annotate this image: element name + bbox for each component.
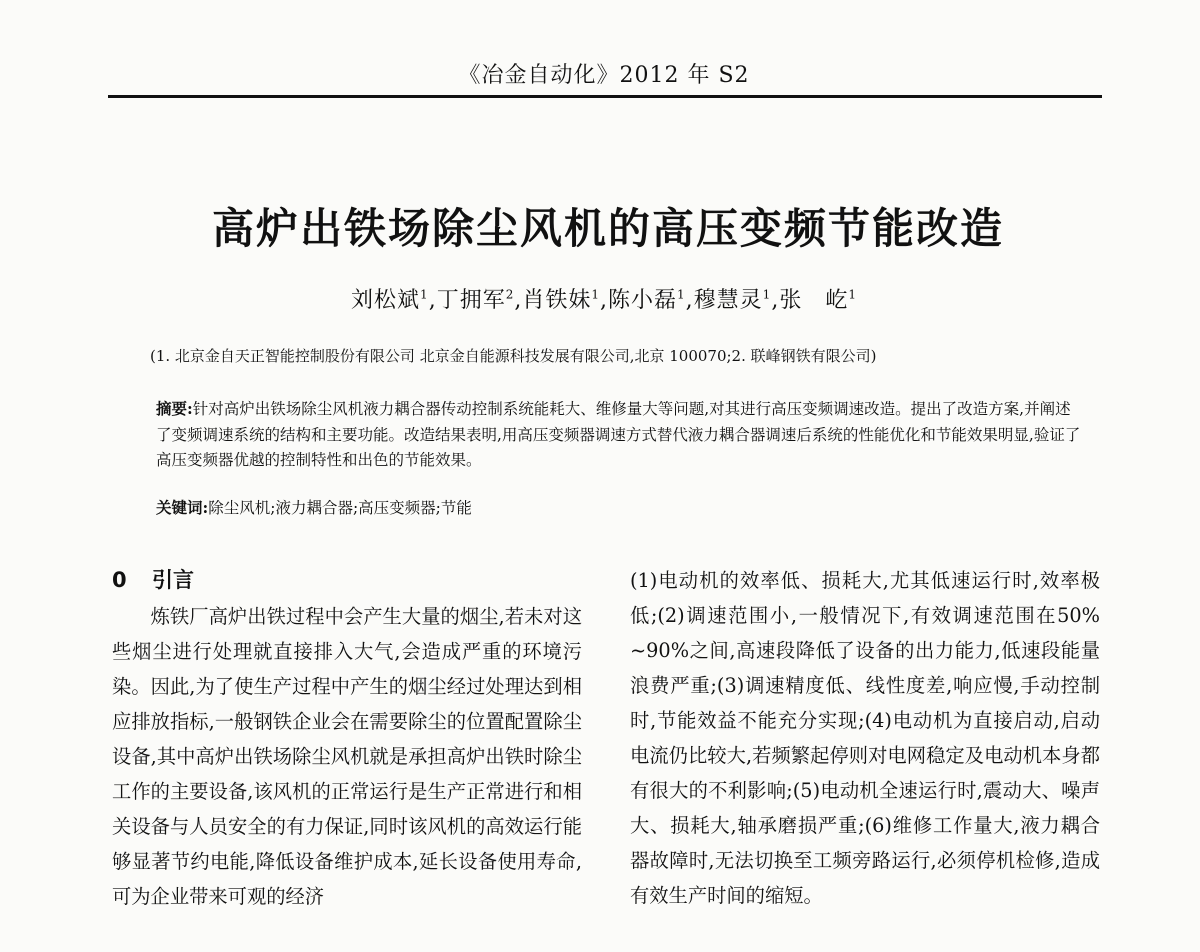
abstract xyxy=(156,396,1086,474)
author-name: 张 屹 xyxy=(779,288,849,313)
affiliation: (1. 北京金自天正智能控制股份有限公司 北京金自能源科技发展有限公司,北京 100070;2. 联峰钢铁有限公司) xyxy=(150,347,877,365)
keywords-label: 关键词: xyxy=(156,498,209,517)
paper-title: 高炉出铁场除尘风机的高压变频节能改造 xyxy=(211,204,1004,253)
author-separator: , xyxy=(514,288,523,313)
body-paragraph: (1)电动机的效率低、损耗大,尤其低速运行时,效率极低;(2)调速范围小,一般情况下,有效调速范围在50% ~90%之间,高速段降低了设备的出力能力,低速段能量浪费严重;(3)调速精度低、线性度差,响应慢,手动控制时,节能效益不能充分实现;(4)电动机为直接启动,启动电流仍比较大,若频繁起停则对电网稳定及电动机本身都有很大的不利影响;(5)电动机全速运行时,震动大、噪声大、损耗大,轴承磨损严重;(6)维修工作量大,液力耦合器故障时,无法切换至工频旁路运行,必须停机检修,造成有效生产时间的缩短。 xyxy=(630,569,1100,907)
author-separator: , xyxy=(685,288,694,313)
author xyxy=(522,288,600,313)
author-affiliation-mark: 2 xyxy=(505,287,515,302)
author-name: 丁拥军 xyxy=(436,288,506,313)
right-column xyxy=(630,563,1100,913)
abstract-text: 针对高炉出铁场除尘风机液力耦合器传动控制系统能耗大、维修量大等问题,对其进行高压变频调速改造。提出了改造方案,并阐述了变频调速系统的结构和主要功能。改造结果表明,用高压变频器调速方式替代液力耦合器调速后系统的性能优化和节能效果明显,验证了高压变频器优越的控制特性和出色的节能效果。 xyxy=(156,400,1081,469)
author-affiliation-mark: 1 xyxy=(848,287,857,302)
author-name: 穆慧灵 xyxy=(693,288,763,313)
author xyxy=(437,288,515,313)
author-separator: , xyxy=(428,288,437,313)
header-rule xyxy=(108,95,1102,98)
author-affiliation-mark: 1 xyxy=(762,287,772,302)
author-separator: , xyxy=(771,288,780,313)
body-paragraph: 炼铁厂高炉出铁过程中会产生大量的烟尘,若未对这些烟尘进行处理就直接排入大气,会造成严重的环境污染。因此,为了使生产过程中产生的烟尘经过处理达到相应排放指标,一般钢铁企业会在需要除尘的位置配置除尘设备,其中高炉出铁场除尘风机就是承担高炉出铁时除尘工作的主要设备,该风机的正常运行是生产正常进行和相关设备与人员安全的有力保证,同时该风机的高效运行能够显著节约电能,降低设备维护成本,延长设备使用寿命,可为企业带来可观的经济 xyxy=(112,605,582,908)
abstract-label: 摘要: xyxy=(156,399,193,418)
author-name: 刘松斌 xyxy=(351,288,421,313)
section-number: 0 xyxy=(112,568,127,592)
author xyxy=(694,288,772,313)
keywords-text: 除尘风机;液力耦合器;高压变频器;节能 xyxy=(208,499,472,517)
author xyxy=(779,288,857,313)
keywords xyxy=(156,495,1086,521)
section-title: 引言 xyxy=(152,568,194,592)
left-column xyxy=(112,563,582,914)
author xyxy=(351,288,429,313)
author-name: 陈小磊 xyxy=(608,288,678,313)
author xyxy=(608,288,686,313)
author-affiliation-mark: 1 xyxy=(420,287,429,302)
author-separator: , xyxy=(600,288,608,313)
author-affiliation-mark: 1 xyxy=(591,287,600,302)
author-list xyxy=(108,283,1100,314)
author-name: 肖铁妹 xyxy=(522,288,592,313)
journal-header: 《冶金自动化》2012 年 S2 xyxy=(458,63,750,88)
section-heading xyxy=(112,563,582,597)
author-affiliation-mark: 1 xyxy=(677,287,686,302)
